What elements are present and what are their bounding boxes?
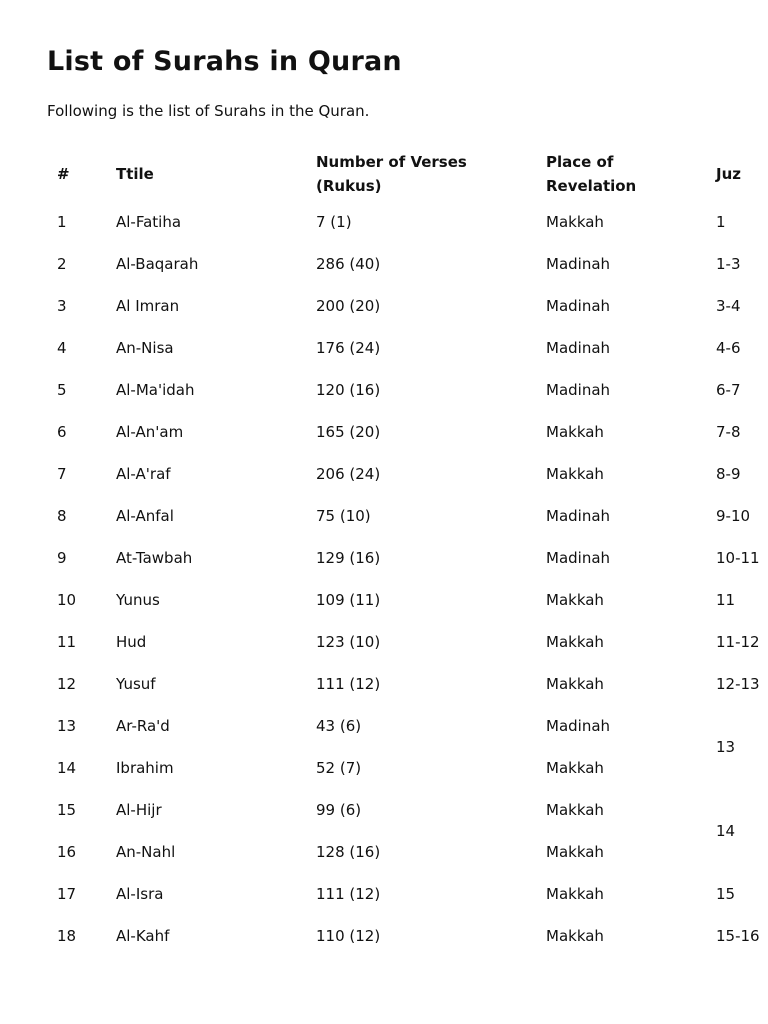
cell-verses: 109 (11)	[316, 591, 381, 609]
cell-juz: 9-10	[716, 507, 751, 525]
cell-verses: 165 (20)	[316, 423, 381, 441]
cell-verses: 128 (16)	[316, 843, 381, 861]
table-row	[47, 789, 762, 831]
cell-verses: 120 (16)	[316, 381, 381, 399]
cell-title: Al-Ma'idah	[116, 381, 195, 399]
cell-juz: 13	[716, 738, 736, 756]
header-verses-line2: (Rukus)	[316, 177, 382, 195]
table-row	[47, 915, 762, 957]
cell-number: 10	[57, 591, 77, 609]
table-row	[47, 705, 762, 747]
cell-place: Madinah	[546, 381, 611, 399]
header-juz: Juz	[716, 165, 741, 183]
cell-number: 8	[57, 507, 67, 525]
cell-title: Ibrahim	[116, 759, 174, 777]
cell-title: Yusuf	[116, 675, 156, 693]
cell-number: 13	[57, 717, 77, 735]
cell-number: 5	[57, 381, 67, 399]
table-row	[47, 327, 762, 369]
cell-juz: 14	[716, 822, 736, 840]
table-row	[47, 411, 762, 453]
cell-number: 18	[57, 927, 77, 945]
cell-number: 4	[57, 339, 67, 357]
cell-number: 11	[57, 633, 77, 651]
cell-juz: 1-3	[716, 255, 741, 273]
header-place-line1: Place of	[546, 153, 614, 171]
cell-place: Madinah	[546, 255, 611, 273]
cell-verses: 7 (1)	[316, 213, 352, 231]
cell-title: An-Nisa	[116, 339, 174, 357]
cell-number: 12	[57, 675, 77, 693]
cell-juz: 7-8	[716, 423, 741, 441]
table-row	[47, 243, 762, 285]
cell-title: Al-Isra	[116, 885, 164, 903]
cell-verses: 110 (12)	[316, 927, 381, 945]
cell-place: Madinah	[546, 717, 611, 735]
cell-number: 7	[57, 465, 67, 483]
cell-place: Makkah	[546, 843, 604, 861]
cell-place: Makkah	[546, 801, 604, 819]
cell-number: 9	[57, 549, 67, 567]
cell-place: Makkah	[546, 885, 604, 903]
cell-verses: 43 (6)	[316, 717, 362, 735]
table-row	[47, 873, 762, 915]
cell-title: Al-Fatiha	[116, 213, 182, 231]
cell-verses: 206 (24)	[316, 465, 381, 483]
cell-title: At-Tawbah	[116, 549, 193, 567]
cell-number: 15	[57, 801, 77, 819]
table-row	[47, 201, 762, 243]
cell-place: Makkah	[546, 759, 604, 777]
cell-verses: 111 (12)	[316, 885, 381, 903]
cell-number: 14	[57, 759, 77, 777]
cell-juz: 6-7	[716, 381, 741, 399]
intro-text: Following is the list of Surahs in the Quran.	[47, 102, 370, 120]
cell-juz: 4-6	[716, 339, 741, 357]
cell-title: Hud	[116, 633, 147, 651]
cell-number: 1	[57, 213, 67, 231]
cell-place: Makkah	[546, 465, 604, 483]
cell-juz: 11-12	[716, 633, 760, 651]
cell-title: Al-A'raf	[116, 465, 171, 483]
cell-title: Ar-Ra'd	[116, 717, 170, 735]
cell-place: Makkah	[546, 591, 604, 609]
cell-verses: 123 (10)	[316, 633, 381, 651]
cell-place: Makkah	[546, 675, 604, 693]
cell-place: Makkah	[546, 633, 604, 651]
header-number: #	[57, 165, 70, 183]
cell-juz: 15	[716, 885, 736, 903]
table-row	[47, 747, 762, 789]
table-row	[47, 663, 762, 705]
cell-juz: 3-4	[716, 297, 741, 315]
table-row	[47, 537, 762, 579]
cell-verses: 52 (7)	[316, 759, 362, 777]
table-header-row	[47, 147, 762, 201]
cell-verses: 99 (6)	[316, 801, 362, 819]
page-title: List of Surahs in Quran	[47, 46, 402, 77]
cell-title: Al-An'am	[116, 423, 184, 441]
cell-number: 17	[57, 885, 77, 903]
surah-table	[47, 147, 762, 957]
cell-place: Madinah	[546, 339, 611, 357]
table-row	[47, 369, 762, 411]
cell-juz: 12-13	[716, 675, 760, 693]
cell-place: Madinah	[546, 297, 611, 315]
header-verses	[306, 147, 536, 201]
table-row	[47, 621, 762, 663]
cell-title: Al-Kahf	[116, 927, 170, 945]
cell-title: Al-Hijr	[116, 801, 162, 819]
header-place-line2: Revelation	[546, 177, 637, 195]
cell-title: Al-Baqarah	[116, 255, 199, 273]
cell-juz: 15-16	[716, 927, 760, 945]
table-row	[47, 453, 762, 495]
cell-title: An-Nahl	[116, 843, 176, 861]
cell-place: Madinah	[546, 507, 611, 525]
cell-verses: 286 (40)	[316, 255, 381, 273]
cell-verses: 129 (16)	[316, 549, 381, 567]
cell-verses: 200 (20)	[316, 297, 381, 315]
cell-place: Makkah	[546, 423, 604, 441]
header-place	[536, 147, 706, 201]
header-verses-line1: Number of Verses	[316, 153, 467, 171]
cell-number: 16	[57, 843, 77, 861]
cell-place: Makkah	[546, 213, 604, 231]
cell-number: 3	[57, 297, 67, 315]
cell-verses: 111 (12)	[316, 675, 381, 693]
cell-verses: 75 (10)	[316, 507, 371, 525]
table-row	[47, 495, 762, 537]
cell-place: Makkah	[546, 927, 604, 945]
table-row	[47, 285, 762, 327]
cell-title: Yunus	[116, 591, 160, 609]
cell-title: Al-Anfal	[116, 507, 174, 525]
cell-juz: 11	[716, 591, 736, 609]
table-row	[47, 579, 762, 621]
header-title: Ttile	[116, 165, 154, 183]
cell-number: 2	[57, 255, 67, 273]
cell-juz: 8-9	[716, 465, 741, 483]
cell-title: Al Imran	[116, 297, 180, 315]
cell-juz: 1	[716, 213, 726, 231]
cell-juz: 10-11	[716, 549, 760, 567]
cell-verses: 176 (24)	[316, 339, 381, 357]
cell-number: 6	[57, 423, 67, 441]
table-row	[47, 831, 762, 873]
cell-place: Madinah	[546, 549, 611, 567]
